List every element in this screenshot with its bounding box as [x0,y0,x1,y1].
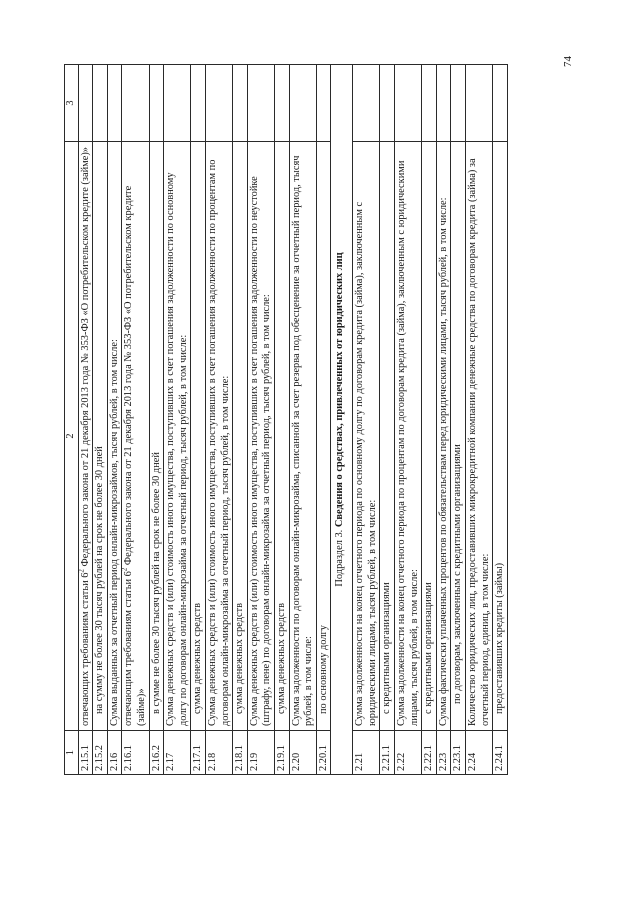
row-description: Сумма задолженности по договорам онлайн-микрозайма, списанной за счет резерва под обесценение за отчетный период, тысяч рублей, в том числе: [289,142,316,731]
section-heading [331,65,353,775]
row-value [451,65,466,142]
row-value [205,65,232,142]
table-row [436,65,451,775]
table-row [78,65,93,775]
table-row [466,65,493,775]
row-number: 2.15.1 [78,731,93,775]
row-description: Сумма фактически уплаченных процентов по обязательствам перед юридическими лицами, тысяч рублей, в том числе: [436,142,451,731]
row-description: Сумма задолженности на конец отчетного периода по процентам по договорам кредита (займа), заключенным с юридическими лицами, тысяч рублей, в том числе: [395,142,422,731]
row-value [466,65,493,142]
row-value [289,65,316,142]
row-number: 2.23.1 [451,731,466,775]
report-table [64,64,508,775]
row-description: по основному долгу [316,142,331,731]
table-row [493,65,508,775]
row-value [353,65,380,142]
row-number: 2.16.1 [122,731,149,775]
row-number: 2.23 [436,731,451,775]
row-value [78,65,93,142]
row-value [122,65,149,142]
row-description: сумма денежных средств [191,142,206,731]
row-description: Сумма задолженности на конец отчетного периода по основному долгу по договорам кредита (займа), заключенным с юридическими лицами, тысяч рублей, в том числе: [353,142,380,731]
table-row [164,65,191,775]
row-number: 2.15.2 [93,731,108,775]
row-value [191,65,206,142]
row-number: 2.20 [289,731,316,775]
table-row [149,65,164,775]
row-description: Количество юридических лиц, предоставивших микрокредитной компании денежные средства по договорам кредита (займа) за отчетный период, единиц, в том числе: [466,142,493,731]
row-value [274,65,289,142]
section-heading-title: Сведения о средствах, привлеченных от юридических лиц [334,252,346,528]
row-number: 2.18.1 [233,731,248,775]
row-description: Сумма денежных средств и (или) стоимость иного имущества, поступивших в счет погашения задолженности по неустойке (штрафу, пене) по договорам онлайн-микрозайма за отчетный период, тысяч рублей, в том числе: [247,142,274,731]
column-header-1: 1 [65,731,79,775]
row-description-part: Федерального закона от 21 декабря 2013 года № 353-ФЗ «О потребительском кредите (займе)» [79,147,91,570]
table-row [380,65,395,775]
row-value [380,65,395,142]
row-description: в сумме не более 30 тысяч рублей на срок не более 30 дней [149,142,164,731]
table-row [316,65,331,775]
row-description: с кредитными организациями [422,142,437,731]
row-number: 2.21 [353,731,380,775]
row-number: 2.19.1 [274,731,289,775]
row-number: 2.22 [395,731,422,775]
table-row [107,65,122,775]
row-number: 2.17.1 [191,731,206,775]
page-number: 74 [562,56,574,67]
row-number: 2.19 [247,731,274,775]
row-value [493,65,508,142]
row-number: 2.17 [164,731,191,775]
column-header-2: 2 [65,142,79,731]
row-description: предоставивших кредиты (займы) [493,142,508,731]
row-value [316,65,331,142]
row-number: 2.18 [205,731,232,775]
row-number: 2.24 [466,731,493,775]
column-header-3: 3 [65,65,79,142]
row-number: 2.24.1 [493,731,508,775]
row-value [107,65,122,142]
row-value [149,65,164,142]
table-row [274,65,289,775]
row-description: Сумма денежных средств и (или) стоимость иного имущества, поступивших в счет погашения задолженности по основному долгу по договорам онлайн-микрозайма за отчетный период, тысяч рублей, в том числе: [164,142,191,731]
row-number: 2.16 [107,731,122,775]
row-description: сумма денежных средств [233,142,248,731]
row-description-part: Федерального закона от 21 декабря 2013 года № 353-ФЗ «О потребительском кредите (займе)» [123,185,147,726]
table-row [122,65,149,775]
row-value [395,65,422,142]
table-header-row [65,65,79,775]
row-description [122,142,149,731]
row-description-part: отвечающим требованиям статьи 6 [123,571,135,726]
superscript-marker: 2 [77,569,86,573]
row-value [164,65,191,142]
row-value [247,65,274,142]
row-value [233,65,248,142]
row-number: 2.16.2 [149,731,164,775]
row-value [436,65,451,142]
table-row [205,65,232,775]
table-row [93,65,108,775]
row-description-part: отвечающих требованиям статьи 6 [79,572,91,726]
row-number: 2.22.1 [422,731,437,775]
row-description: Сумма выданных за отчетный период онлайн-микрозаймов, тысяч рублей, в том числе: [107,142,122,731]
table-row [353,65,380,775]
row-value [93,65,108,142]
table-row [247,65,274,775]
table-row [422,65,437,775]
table-row [289,65,316,775]
table-row [191,65,206,775]
row-description: сумма денежных средств [274,142,289,731]
row-description: по договорам, заключенным с кредитными организациями [451,142,466,731]
row-number: 2.20.1 [316,731,331,775]
row-description: на сумму не более 30 тысяч рублей на срок не более 30 дней [93,142,108,731]
table-row [451,65,466,775]
superscript-marker: 2 [120,567,129,572]
section-heading-prefix: Подраздел 3. [334,527,346,587]
section-heading-row [331,65,353,775]
table-row [395,65,422,775]
row-number: 2.21.1 [380,731,395,775]
row-description: Сумма денежных средств и (или) стоимость иного имущества, поступивших в счет погашения задолженности по процентам по договорам онлайн-микрозайма за отчетный период, тысяч рублей, в том числе: [205,142,232,731]
table-row [233,65,248,775]
row-value [422,65,437,142]
row-description [78,142,93,731]
row-description: с кредитными организациями [380,142,395,731]
